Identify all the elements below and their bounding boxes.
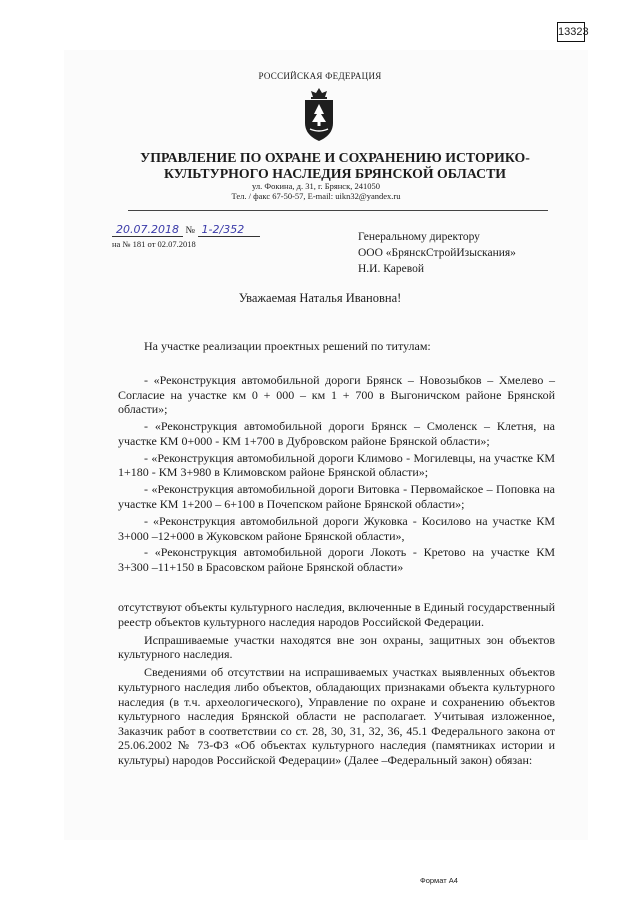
recipient-block [358,229,516,277]
intro-paragraph [118,339,555,354]
coat-of-arms-icon [301,87,337,143]
list-item: - «Реконструкция автомобильной дороги Витовка - Первомайское – Поповка на участке КМ 1+200 – 6+100 в Почепском районе Брянской области»; [118,482,555,511]
list-item: - «Реконструкция автомобильной дороги Климово - Могилевцы, на участке КМ 1+180 - КМ 3+980 в Климовском районе Брянской области»; [118,450,555,480]
format-footer: Формат А4 [420,876,458,885]
greeting: Уважаемая Наталья Ивановна! [238,291,402,305]
contacts-line: Тел. / факс 67-50-57, E-mail: uikn32@yandex.ru [231,191,401,201]
organization-line-1: УПРАВЛЕНИЕ ПО ОХРАНЕ И СОХРАНЕНИЮ ИСТОРИКО- [140,150,530,165]
list-item: - «Реконструкция автомобильной дороги Брянск – Смоленск – Клетня, на участке КМ 0+000 - КМ 1+700 в Дубровском районе Брянской области»; [118,419,555,448]
list-item: - «Реконструкция автомобильной дороги Локоть - Кретово на участке КМ 3+300 –11+150 в Брасовском районе Брянской области» [118,545,555,575]
outgoing-date-number [112,223,260,237]
address-line: ул. Фокина, д. 31, г. Брянск, 241050 [252,181,380,191]
header-divider [128,210,548,211]
zones-paragraph: Испрашиваемые участки находятся вне зон охраны, защитных зон объектов культурного наследия. [118,632,555,662]
recipient-name: Н.И. Каревой [358,263,424,275]
country-heading: РОССИЙСКАЯ ФЕДЕРАЦИЯ [258,71,382,81]
organization-line-2: КУЛЬТУРНОГО НАСЛЕДИЯ БРЯНСКОЙ ОБЛАСТИ [163,165,507,181]
page-number-box: 13323 [557,22,585,42]
outgoing-date: 20.07.2018 [112,223,183,237]
organization-address [186,181,446,201]
titles-list [118,373,555,577]
absent-paragraph: отсутствуют объекты культурного наследия, включенные в Единый государственный реестр объектов культурного наследия народов Российской Федерации. [118,600,555,629]
number-sign: № [185,225,196,236]
recipient-position: Генеральному директору [358,231,480,243]
recipient-company: ООО «БрянскСтройИзыскания» [358,247,516,259]
list-item: - «Реконструкция автомобильной дороги Брянск – Новозыбков – Хмелево – Согласие на участке км 0 + 000 – км 1 + 700 в Выгоничском районе Брянской области»; [118,373,555,417]
organization-name [140,150,530,181]
outgoing-number: 1-2/352 [198,223,260,237]
list-item: - «Реконструкция автомобильной дороги Жуковка - Косилово на участке КМ 3+000 –12+000 в Жуковском районе Брянской области», [118,513,555,543]
info-paragraph: Сведениями об отсутствии на испрашиваемых участках выявленных объектов культурного наследия либо объектов, обладающих признаками объекта культурного наследия (в т.ч. археологического), Управление по охране и сохранению объектов культурного наследия Брянской области не располагает. Учитывая изложенное, Заказчик работ в соответствии со ст. 28, 30, 31, 32, 36, 45.1 Федерального закона от 25.06.2002 № 73-ФЗ «Об объектах культурного наследия (памятниках истории и культуры) народов Российской Федерации» (Далее –Федеральный закон) обязан: [118,665,555,767]
intro-text: На участке реализации проектных решений по титулам: [144,339,431,353]
incoming-reference: на № 181 от 02.07.2018 [112,239,196,249]
conclusion-paragraphs [118,600,555,771]
